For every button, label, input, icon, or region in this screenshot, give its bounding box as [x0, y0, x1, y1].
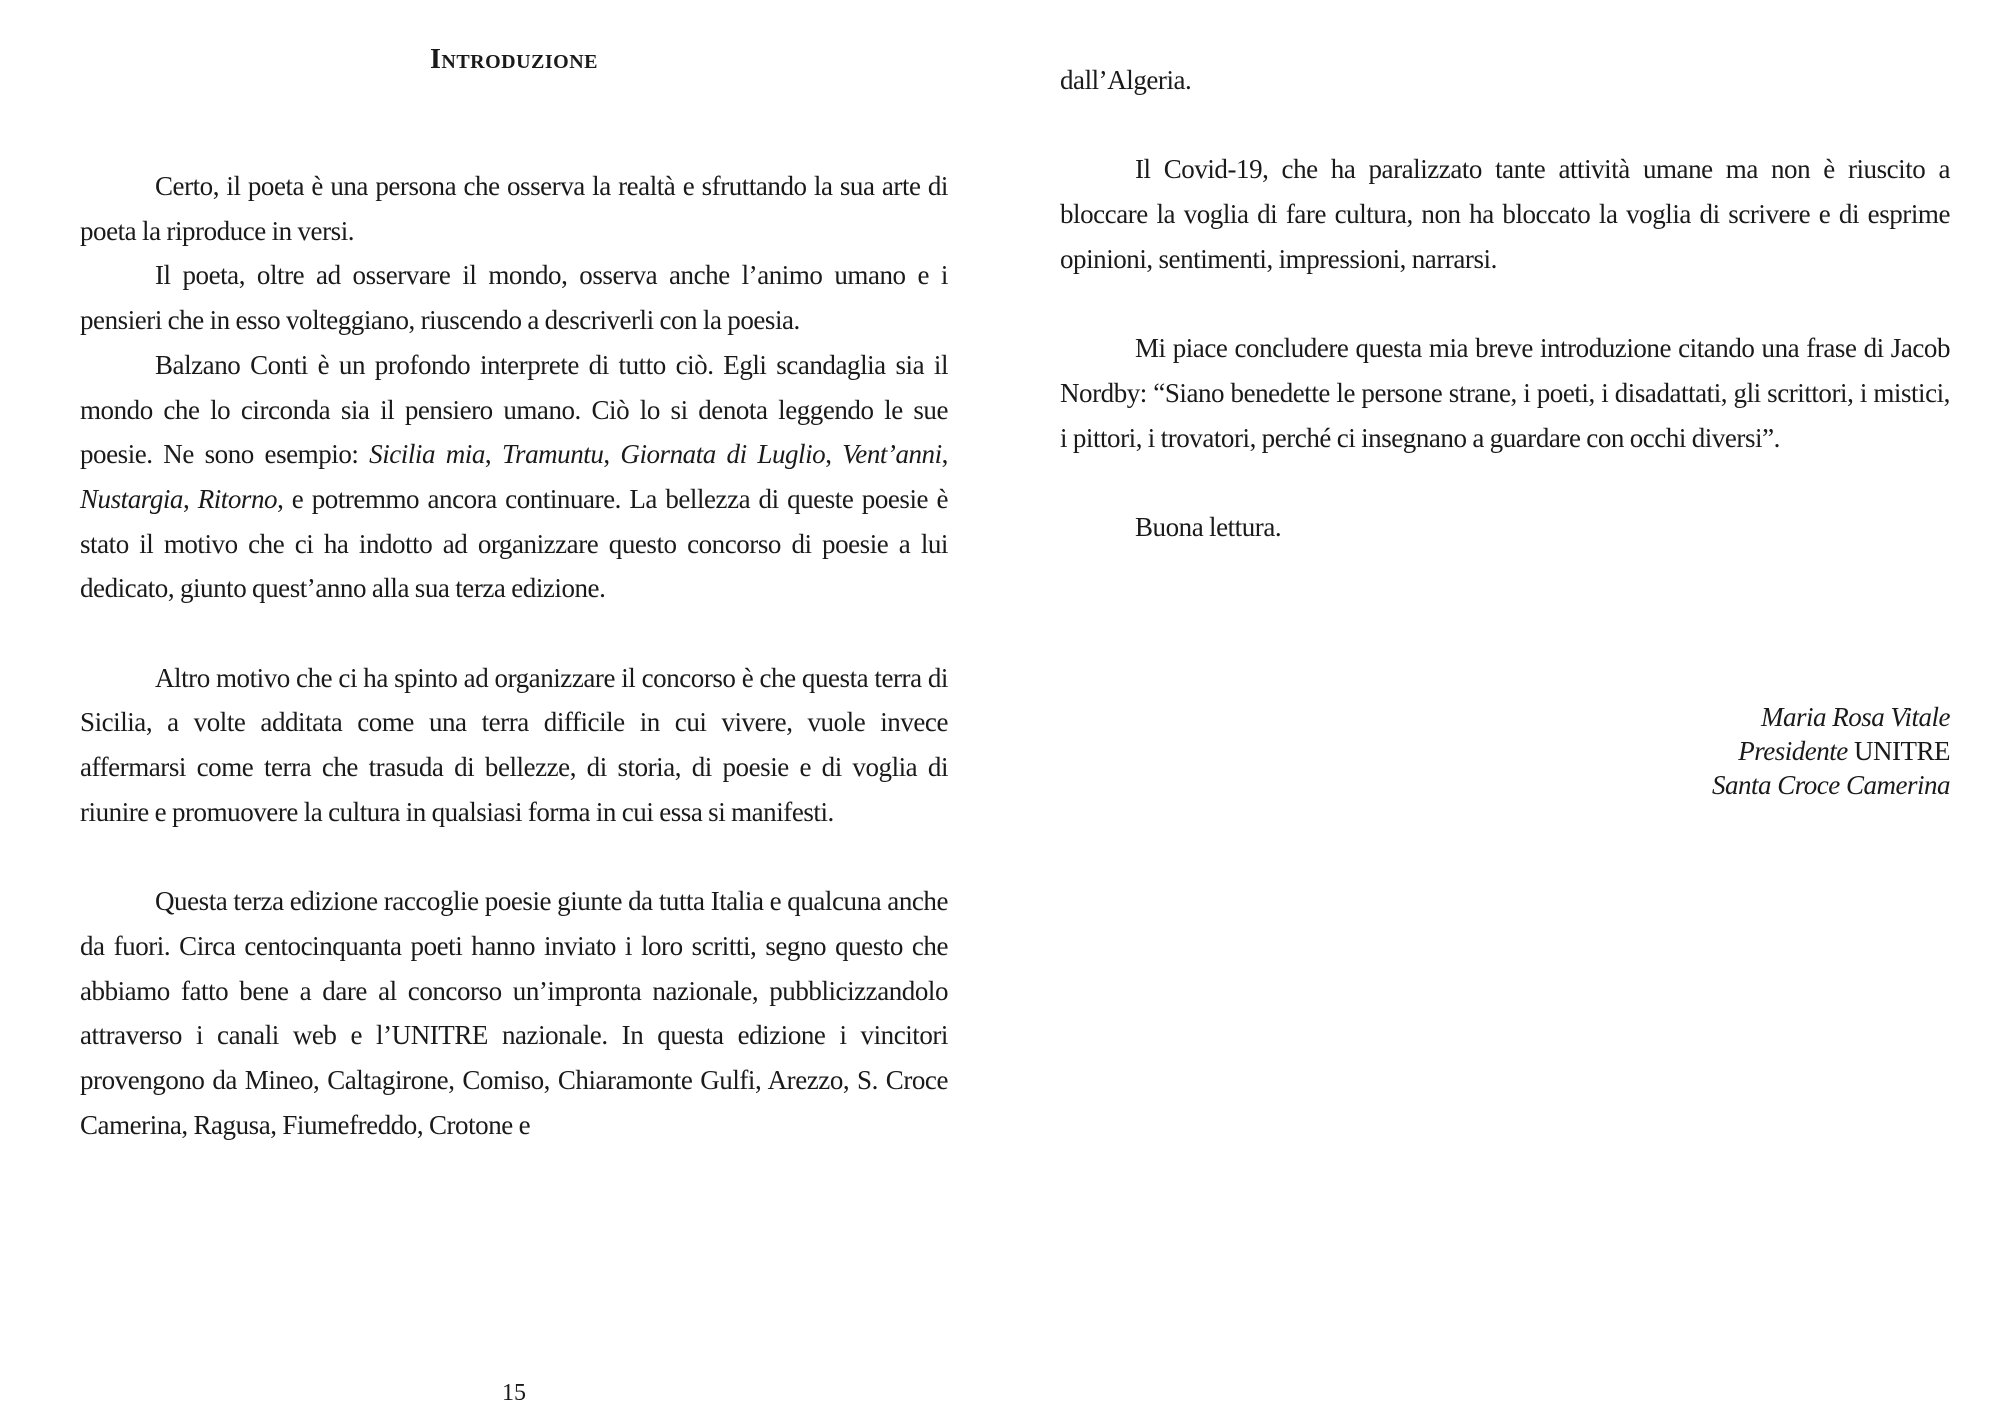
- paragraph-3-intro: Balzano Conti è un profondo interprete di tutto ciò. Egli scandaglia sia il mondo che lo circonda sia il pensiero umano. Ciò lo si denota leggendo le sue poesie. Ne sono esempio:: [80, 349, 948, 470]
- right-page: [1060, 0, 1950, 1425]
- signature-organization: UNITRE: [1854, 736, 1950, 766]
- separator: ,: [484, 439, 502, 470]
- signature-name: Maria Rosa Vitale: [1761, 702, 1950, 732]
- separator: ,: [182, 483, 198, 514]
- poem-title: Nustargia: [80, 483, 183, 514]
- paragraph-continuation: dall’Algeria.: [1060, 65, 1192, 95]
- paragraph-gap: [1060, 282, 1950, 327]
- paragraph-gap: [1060, 460, 1950, 505]
- paragraph-5: Questa terza edizione raccoglie poesie giunte da tutta Italia e qualcuna anche da fuori. Circa centocinquanta poeti hanno inviato i loro scritti, segno questo che abbiamo fatto bene a dare al concorso un’impronta nazionale, pubblicizzandolo attraverso i canali web e l’UNITRE nazionale. In questa edizione i vincitori provengono da Mineo, Caltagirone, Comiso, Chiaramonte Gulfi, Arezzo, S. Croce Camerina, Ragusa, Fiumefreddo, Crotone e: [80, 886, 948, 1140]
- paragraph-1: Certo, il poeta è una persona che osserva la realtà e sfruttando la sua arte di poeta la riproduce in versi.: [80, 171, 948, 246]
- paragraph-quote: Mi piace concludere questa mia breve introduzione citando una frase di Jacob Nordby: “Siano benedette le persone strane, i poeti, i disadattati, gli scrittori, i mistici, i pittori, i trovatori, perché ci insegnano a guardare con occhi diversi”.: [1060, 333, 1950, 453]
- poem-title: Tramuntu: [501, 439, 604, 470]
- paragraph-2: Il poeta, oltre ad osservare il mondo, osserva anche l’animo umano e i pensieri che in esso volteggiano, riuscendo a descriverli con la poesia.: [80, 260, 948, 336]
- poem-title: Vent’anni: [842, 439, 942, 470]
- left-page-body: [80, 164, 948, 1147]
- signature-place: Santa Croce Camerina: [1712, 770, 1950, 800]
- paragraph-gap: [1060, 103, 1950, 148]
- paragraph-gap: [80, 611, 948, 656]
- poem-title: Giornata di Luglio: [620, 439, 826, 470]
- poem-title: Sicilia mia: [369, 439, 485, 470]
- poem-title: Ritorno: [197, 483, 278, 514]
- paragraph-4: Altro motivo che ci ha spinto ad organizzare il concorso è che questa terra di Sicilia, a volte additata come una terra difficile in cui vivere, vuole invece affermarsi come terra che trasuda di bellezze, di storia, di poesie e di voglia di riunire e promuovere la cultura in qualsiasi forma in cui essa si manifesti.: [80, 662, 948, 827]
- page-heading: Introduzione: [429, 44, 599, 75]
- separator: ,: [941, 439, 948, 470]
- paragraph-3-outro: , e potremmo ancora continuare. La bellezza di queste poesie è stato il motivo che ci ha indotto ad organizzare questo concorso di poesie a lui dedicato, giunto quest’anno alla sua terza edizione.: [80, 483, 948, 604]
- signature-role: [1712, 734, 1950, 768]
- separator: ,: [825, 439, 843, 470]
- paragraph-3: [80, 343, 948, 611]
- right-page-body: [1060, 58, 1950, 550]
- paragraph-closing: Buona lettura.: [1135, 511, 1282, 542]
- separator: ,: [603, 439, 621, 470]
- page-number: 15: [502, 1380, 526, 1406]
- paragraph-covid: Il Covid-19, che ha paralizzato tante attività umane ma non è riuscito a bloccare la voglia di fare cultura, non ha bloccato la voglia di scrivere e di esprime opinioni, sentimenti, impressioni, narrarsi.: [1060, 154, 1950, 274]
- signature-block: [1712, 700, 1950, 802]
- left-page: [80, 0, 948, 1425]
- signature-role-prefix: Presidente: [1738, 736, 1848, 766]
- paragraph-gap: [80, 835, 948, 880]
